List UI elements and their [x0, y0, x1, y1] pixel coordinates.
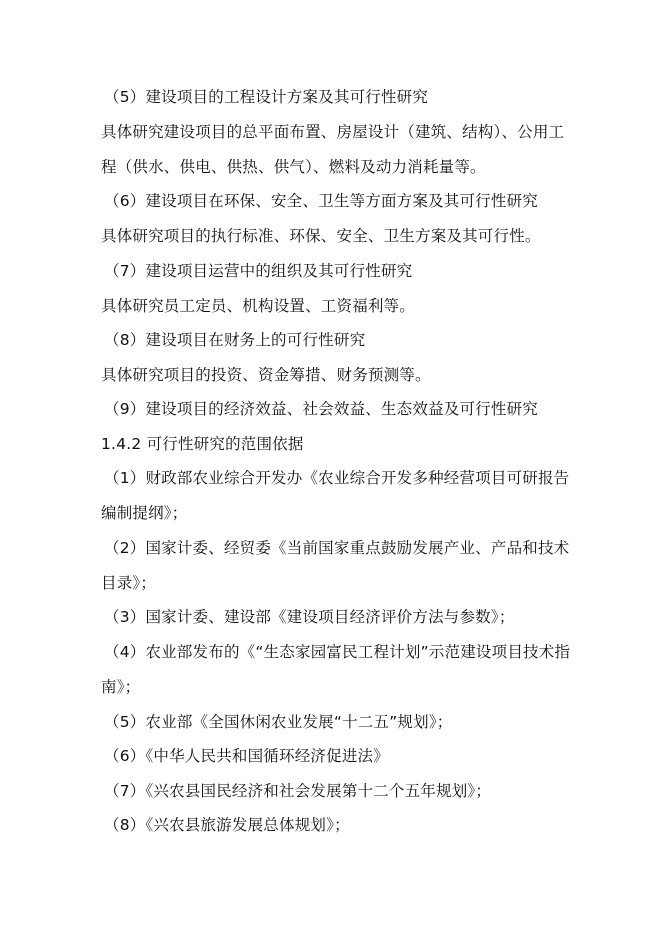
reference-item: （1）财政部农业综合开发办《农业综合开发多种经营项目可研报告 [104, 469, 570, 487]
reference-item: （4）农业部发布的《“生态家园富民工程计划”示范建设项目技术指 [104, 643, 571, 661]
paragraph-line: 具体研究项目的执行标准、环保、安全、卫生方案及其可行性。 [101, 227, 541, 245]
section-heading-9: （9）建设项目的经济效益、社会效益、生态效益及可行性研究 [104, 400, 538, 418]
reference-item-continuation: 目录》； [101, 574, 157, 592]
reference-item: （3）国家计委、建设部《建设项目经济评价方法与参数》； [104, 608, 515, 626]
paragraph-line: 具体研究员工定员、机构设置、工资福利等。 [101, 297, 416, 315]
reference-item-continuation: 南》； [101, 678, 141, 696]
reference-item: （5）农业部《全国休闲农业发展“十二五”规划》； [104, 713, 453, 731]
subsection-heading: 1.4.2 可行性研究的范围依据 [101, 435, 304, 453]
reference-item: （6）《中华人民共和国循环经济促进法》 [104, 747, 389, 765]
reference-item: （2）国家计委、经贸委《当前国家重点鼓励发展产业、产品和技术 [104, 539, 570, 557]
paragraph-line: 程（供水、供电、供热、供气）、燃料及动力消耗量等。 [101, 158, 486, 176]
section-heading-6: （6）建设项目在环保、安全、卫生等方面方案及其可行性研究 [104, 192, 538, 210]
reference-item-continuation: 编制提纲》； [101, 504, 188, 522]
section-heading-8: （8）建设项目在财务上的可行性研究 [104, 331, 366, 349]
reference-item: （8）《兴农县旅游发展总体规划》； [104, 816, 350, 834]
paragraph-line: 具体研究建设项目的总平面布置、房屋设计（建筑、结构）、公用工 [101, 123, 565, 141]
reference-item: （7）《兴农县国民经济和社会发展第十二个五年规划》； [104, 782, 492, 800]
section-heading-7: （7）建设项目运营中的组织及其可行性研究 [104, 262, 413, 280]
paragraph-line: 具体研究项目的投资、资金筹措、财务预测等。 [101, 366, 431, 384]
section-heading-5: （5）建设项目的工程设计方案及其可行性研究 [104, 88, 429, 106]
